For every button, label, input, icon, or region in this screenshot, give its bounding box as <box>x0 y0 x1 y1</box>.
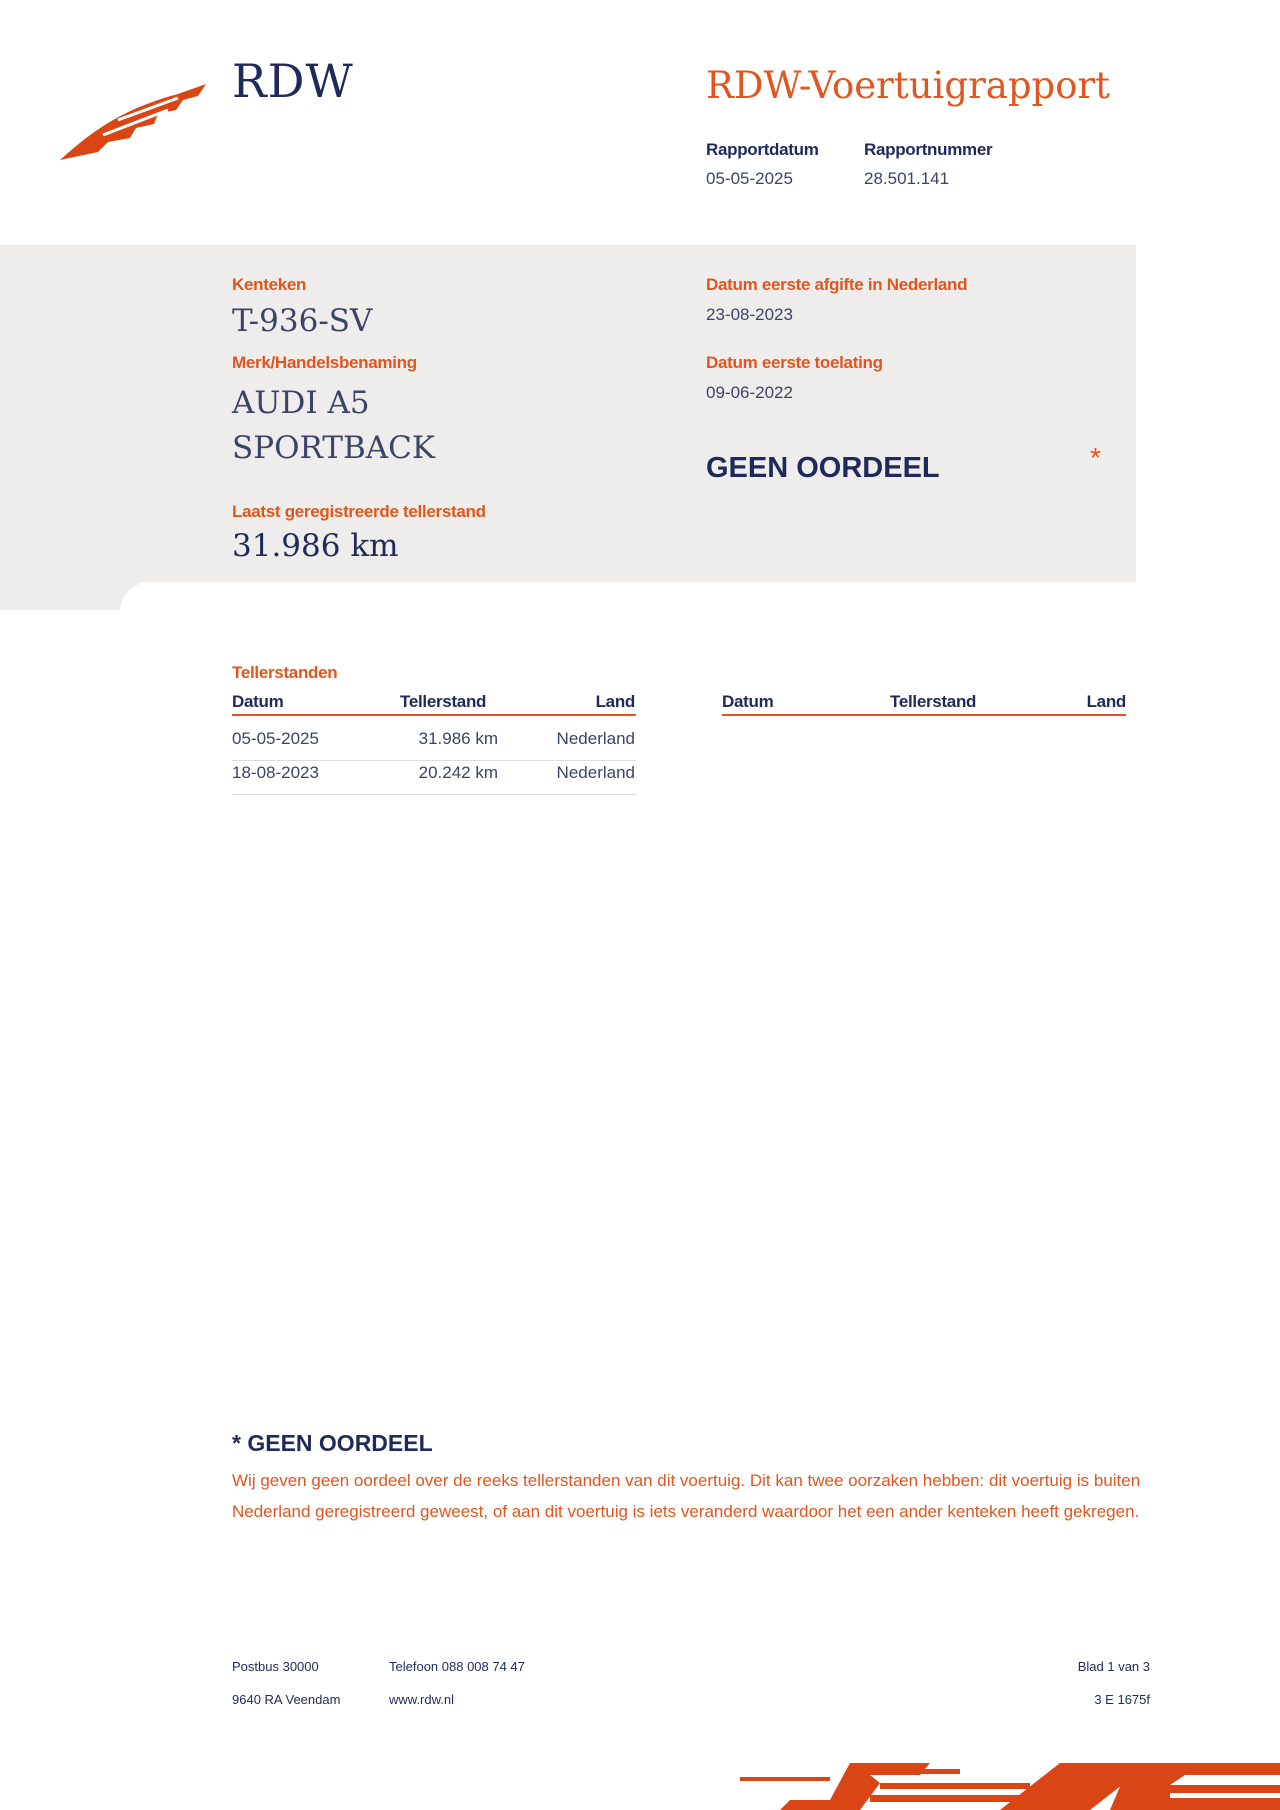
report-date: 05-05-2025 <box>706 169 793 188</box>
speed-stripes-icon <box>730 1755 1280 1810</box>
col-header-odometer-right: Tellerstand <box>890 692 977 711</box>
footer-page: Blad 1 van 3 <box>1077 1659 1150 1674</box>
table-row-2-date: 18-08-2023 <box>232 763 319 782</box>
col-header-date-right: Datum <box>722 692 774 711</box>
plate-label: Kenteken <box>232 275 307 294</box>
brand-label: Merk/Handelsbenaming <box>232 353 417 372</box>
table-header-rule-right <box>722 714 1126 716</box>
report-number: 28.501.141 <box>864 169 950 188</box>
summary-panel <box>0 245 1136 582</box>
table-row-divider <box>232 760 636 761</box>
verdict: GEEN OORDEEL <box>706 452 940 484</box>
odometer-table-title: Tellerstanden <box>232 663 338 682</box>
table-row-1-date: 05-05-2025 <box>232 729 319 748</box>
brand-name: RDW <box>232 54 354 108</box>
footnote-title: * GEEN OORDEEL <box>232 1430 433 1456</box>
first-issue-label: Datum eerste afgifte in Nederland <box>706 275 968 294</box>
footer-postbus: Postbus 30000 <box>232 1659 319 1674</box>
first-admission-date: 09-06-2022 <box>706 383 793 402</box>
license-plate: T-936-SV <box>232 303 373 339</box>
rdw-logo-icon <box>58 80 208 165</box>
table-row-2-country: Nederland <box>556 763 635 782</box>
footer-city: 9640 RA Veendam <box>232 1692 341 1707</box>
summary-panel-tail <box>0 580 140 610</box>
model-line-2: SPORTBACK <box>232 430 436 466</box>
report-title: RDW-Voertuigrapport <box>706 64 1111 107</box>
footer-phone: Telefoon 088 008 74 47 <box>389 1659 525 1674</box>
model-line-1: AUDI A5 <box>232 385 370 421</box>
first-issue-date: 23-08-2023 <box>706 305 793 324</box>
first-admission-label: Datum eerste toelating <box>706 353 883 372</box>
odometer-label: Laatst geregistreerde tellerstand <box>232 502 486 521</box>
footnote-text: Wij geven geen oordeel over de reeks tellerstanden van dit voertuig. Dit kan twee oorzaken hebben: dit voertuig is buiten Nederland geregistreerd geweest, of aan dit voertuig is iets veranderd waardoor het een ander kenteken heeft gekregen. <box>232 1471 1141 1521</box>
verdict-marker: * <box>1090 442 1101 473</box>
odometer-value: 31.986 km <box>232 528 399 564</box>
col-header-country-right: Land <box>1086 692 1126 711</box>
table-header-rule <box>232 714 636 716</box>
footer-web: www.rdw.nl <box>389 1692 455 1707</box>
report-number-label: Rapportnummer <box>864 140 993 159</box>
table-row-1-odometer: 31.986 km <box>418 729 498 748</box>
col-header-country: Land <box>595 692 635 711</box>
table-row-divider <box>232 794 636 795</box>
table-row-1-country: Nederland <box>556 729 635 748</box>
col-header-odometer: Tellerstand <box>400 692 487 711</box>
footer-code: 3 E 1675f <box>1094 1692 1150 1707</box>
table-row-2-odometer: 20.242 km <box>418 763 498 782</box>
report-date-label: Rapportdatum <box>706 140 819 159</box>
col-header-date: Datum <box>232 692 284 711</box>
